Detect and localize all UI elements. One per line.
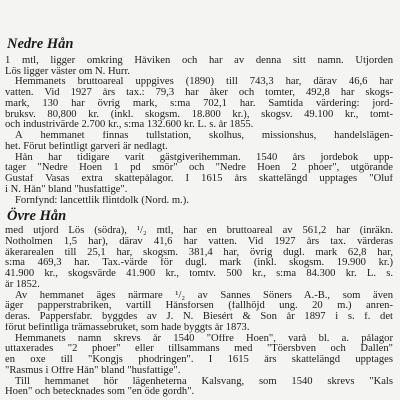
text-line: deras. Pappersfabr. byggdes av J. N. Biesért & Son år 1897 i s. f. det xyxy=(5,312,393,323)
text-line: 1 mtl, ligger omkring Håviken och har av denna sitt namn. Utjorden xyxy=(5,56,393,66)
text-line: Fornfynd: lancettlik flintdolk (Nord. m.). xyxy=(15,195,189,206)
text-line: Till hemmanet hör lägenheterna Kalsvang, som 1540 skrevs "Kals xyxy=(15,376,393,387)
text-line: Hemmanets bruttoareal uppgives (1890) till 743,3 har, därav 46,6 har xyxy=(15,77,393,88)
section-title-nedre-han: Nedre Hån xyxy=(7,36,74,52)
text-line: Notholmen 1,5 har), därav 41,6 har vatten. Vid 1927 års tax. värderas xyxy=(5,237,393,247)
text-line: bruksv. 80,800 kr. (inkl. skogsm. 18.800 kr.), skogsv. 49.100 kr., tomt- xyxy=(5,109,393,120)
text-line: "Rasmus i Öffre Hån" bland "husfattige". xyxy=(5,365,181,376)
text-line: Å hemmanet finnas tullstation, skolhus, missionshus, handelslägen- xyxy=(15,131,393,142)
section-title-ovre-han: Övre Hån xyxy=(7,208,67,225)
text-line: i N. Hån" bland "husfattige". xyxy=(5,184,128,195)
text-line: åkerarealen till 25,1 har, skogsm. 381,4 har, övrig dugl. mark 62,8 har, xyxy=(5,247,393,258)
text-line: s:ma 469,3 har. Tax.-värde för dugl. mark (inkl. skogsm. 19.900 kr.) xyxy=(5,258,393,269)
text-line: het. Förut befintligt garveri är nedlagt. xyxy=(5,141,168,152)
text-line: Hoen" och betecknades som "en öde gordh". xyxy=(5,387,195,398)
text-line: med utjord Lös (södra), ¹/₂ mtl, har en bruttoareal av 561,2 har (inräkn. xyxy=(5,226,393,237)
text-line: mark, 130 har övrig mark, s:ma 702,1 har. Samtida värdering: jord- xyxy=(5,98,393,109)
text-line: äger papperstrabriken, vartill Hånsforsen (fallhöjd ung. 20 m.) anren- xyxy=(5,301,393,312)
text-line: Av hemmanet äges närmare ¹/₂ av Sannes Söners A.-B., som även xyxy=(15,290,393,301)
text-line: uttaxerades "2 phoer" eller tillsammans med "Töersbven och Dallen" xyxy=(5,344,393,355)
text-line: Gustaf Vasas extra skattepålagor. I 1615 års skattelängd upptages "Oluf xyxy=(5,174,393,185)
text-line: 41.900 kr., skogsvärde 41.900 kr., tomtv. 500 kr., s:ma 84.300 kr. L. s. xyxy=(5,269,393,280)
text-line: Hemmanets namn skrevs år 1540 "Öffre Hoen", varå bl. a. pålagor xyxy=(15,333,393,344)
text-line: och industrivärde 2.700 kr., s:ma 132.600 kr. L. s. år 1855. xyxy=(5,120,254,131)
text-line: år 1852. xyxy=(5,279,40,290)
text-line: tager "Nedre Hoen 1 pd smör" och "Nedre Hoen 2 phoer", utgörande xyxy=(5,163,393,174)
text-line: förut befintliga trämassebruket, som hade byggts år 1873. xyxy=(5,322,250,333)
text-line: Hån har tidigare varit gästgiverihemman. 1540 års jordebok upp- xyxy=(15,152,393,163)
text-line: vatten. Vid 1927 års tax.: 79,3 har åker och tomter, 492,8 har skogs- xyxy=(5,88,393,99)
text-line: en oxe till "Kongjs phodringen". I 1615 års skattelängd upptages xyxy=(5,355,393,366)
text-line: Lös ligger väster om N. Hurr. xyxy=(5,66,131,77)
